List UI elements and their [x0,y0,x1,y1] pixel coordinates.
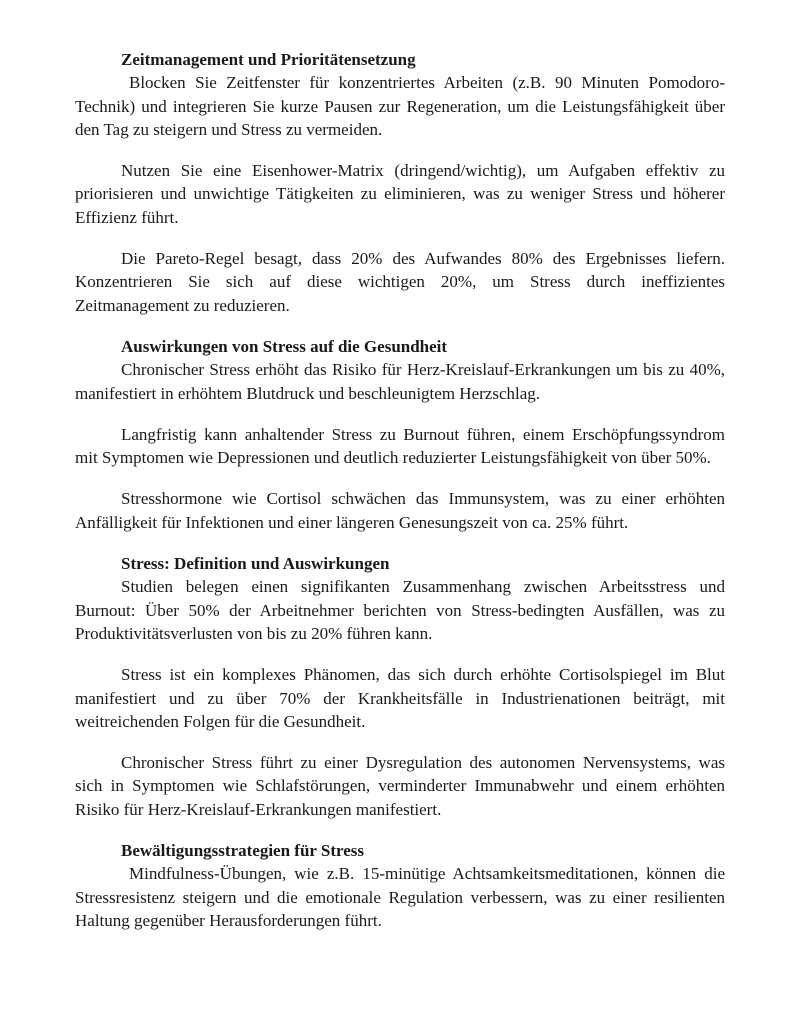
paragraph: Studien belegen einen signifikanten Zusammenhang zwischen Arbeitsstress und Burnout: Über 50% der Arbeitnehmer berichten von Stress-bedingten Ausfällen, was zu Produktivitätsverlusten von bis zu 20% führen kann. [75,577,725,643]
section-zeitmanagement [75,48,725,317]
paragraph: Blocken Sie Zeitfenster für konzentriertes Arbeiten (z.B. 90 Minuten Pomodoro-Technik) und integrieren Sie kurze Pausen zur Regeneration, um die Leistungsfähigkeit über den Tag zu steigern und Stress zu vermeiden. [75,73,725,139]
paragraph: Chronischer Stress erhöht das Risiko für Herz-Kreislauf-Erkrankungen um bis zu 40%, manifestiert in erhöhtem Blutdruck und beschleunigtem Herzschlag. [75,360,725,403]
paragraph: Die Pareto-Regel besagt, dass 20% des Aufwandes 80% des Ergebnisses liefern. Konzentrieren Sie sich auf diese wichtigen 20%, um Stress durch ineffizientes Zeitmanagement zu reduzieren. [75,249,725,315]
paragraph: Stresshormone wie Cortisol schwächen das Immunsystem, was zu einer erhöhten Anfälligkeit für Infektionen und einer längeren Genesungszeit von ca. 25% führt. [75,489,725,532]
section-heading: Stress: Definition und Auswirkungen [121,554,390,574]
paragraph: Langfristig kann anhaltender Stress zu Burnout führen, einem Erschöpfungssyndrom mit Symptomen wie Depressionen und deutlich reduzierter Leistungsfähigkeit von über 50%. [75,424,725,468]
section-auswirkungen [75,335,725,534]
paragraph: Nutzen Sie eine Eisenhower-Matrix (dringend/wichtig), um Aufgaben effektiv zu priorisieren und unwichtige Tätigkeiten zu eliminieren, was zu weniger Stress und höherer Effizienz führt. [75,161,725,227]
paragraph: Mindfulness-Übungen, wie z.B. 15-minütige Achtsamkeitsmeditationen, können die Stressresistenz steigern und die emotionale Regulation verbessern, was zu einer resilienten Haltung gegenüber Herausforderungen führt. [75,864,725,930]
section-heading: Bewältigungsstrategien für Stress [121,841,365,861]
section-definition [75,552,725,821]
paragraph: Chronischer Stress führt zu einer Dysregulation des autonomen Nervensystems, was sich in Symptomen wie Schlafstörungen, verminderter Immunabwehr und einem erhöhten Risiko für Herz-Kreislauf-Erkrankungen manifestiert. [75,753,725,819]
document-body [75,48,725,950]
section-heading: Auswirkungen von Stress auf die Gesundheit [121,336,448,356]
section-heading: Zeitmanagement und Prioritätensetzung [121,50,416,69]
paragraph: Stress ist ein komplexes Phänomen, das sich durch erhöhte Cortisolspiegel im Blut manifestiert und zu über 70% der Krankheitsfälle in Industrienationen beiträgt, mit weitreichenden Folgen für die Gesundheit. [75,665,725,731]
section-bewaeltigung [75,839,725,932]
